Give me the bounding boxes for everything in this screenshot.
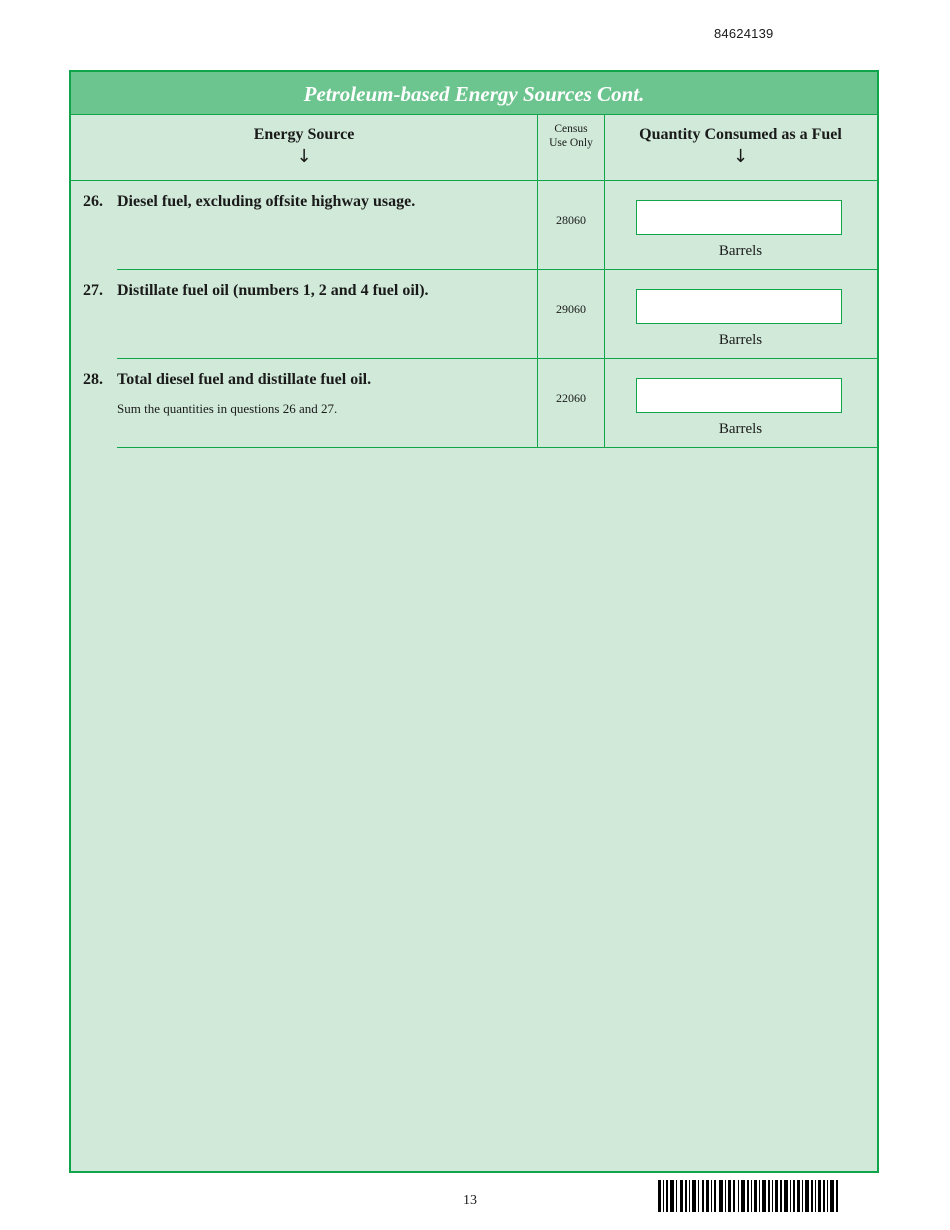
- unit-label: Barrels: [718, 243, 763, 259]
- barcode: [658, 1180, 838, 1212]
- energy-source-header-label: Energy Source: [253, 126, 355, 143]
- quantity-header: [604, 115, 877, 180]
- section-title: Petroleum-based Energy Sources Cont.: [71, 72, 877, 115]
- question-label: Total diesel fuel and distillate fuel oil.: [117, 371, 372, 388]
- unit-label: Barrels: [718, 332, 763, 348]
- down-arrow-icon: ↓: [732, 146, 749, 167]
- census-code: 22060: [537, 359, 605, 448]
- question-label: Diesel fuel, excluding offsite highway usage.: [117, 193, 416, 210]
- question-note: Sum the quantities in questions 26 and 27.: [117, 401, 338, 416]
- page-number: 13: [463, 1193, 477, 1208]
- census-code: 29060: [537, 270, 605, 359]
- down-arrow-icon: ↓: [296, 146, 312, 167]
- question-number: 26.: [83, 193, 103, 210]
- question-row-27: [71, 270, 877, 359]
- quantity-input-26[interactable]: [636, 200, 842, 235]
- petroleum-energy-panel: [69, 70, 879, 1173]
- question-row-28: [71, 359, 877, 448]
- question-label: Distillate fuel oil (numbers 1, 2 and 4 fuel oil).: [117, 282, 429, 299]
- census-code: 28060: [537, 181, 605, 270]
- question-number: 27.: [83, 282, 103, 299]
- quantity-header-label: Quantity Consumed as a Fuel: [639, 126, 842, 143]
- form-id: 84624139: [714, 26, 774, 41]
- census-header-line-1: Census: [554, 123, 588, 135]
- unit-label: Barrels: [718, 421, 763, 437]
- row-divider: [117, 447, 877, 448]
- census-use-header: [537, 115, 605, 180]
- energy-source-header: [71, 115, 537, 180]
- question-number: 28.: [83, 371, 103, 388]
- question-row-26: [71, 181, 877, 270]
- quantity-input-28[interactable]: [636, 378, 842, 413]
- census-header-line-2: Use Only: [549, 137, 593, 149]
- quantity-input-27[interactable]: [636, 289, 842, 324]
